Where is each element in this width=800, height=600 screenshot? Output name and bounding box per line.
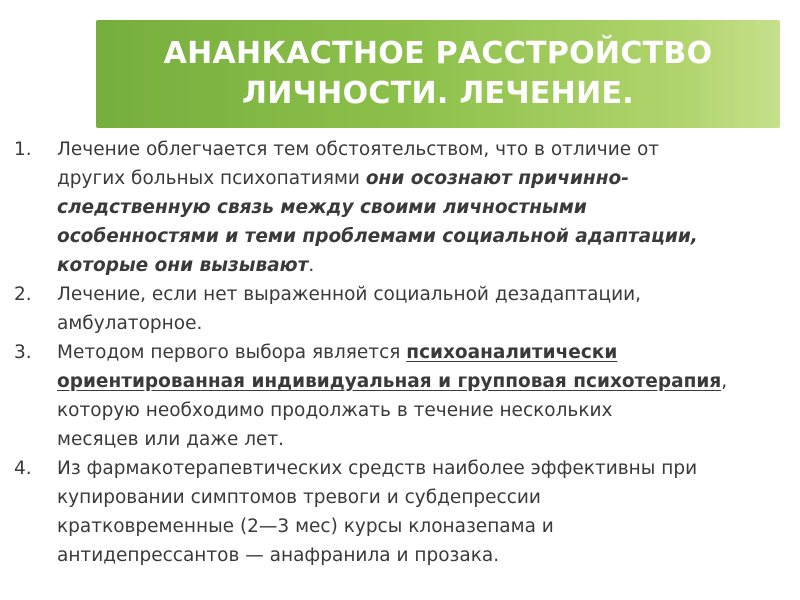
item-4-line-1: Из фармакотерапевтических средств наиболее эффективны при xyxy=(57,458,698,479)
slide-title xyxy=(96,20,780,128)
item-4-line-2: купировании симптомов тревоги и субдепрессии xyxy=(57,487,541,508)
item-3-line-3: которую необходимо продолжать в течение нескольких xyxy=(57,400,613,421)
item-3-line-1: Методом первого выбора является психоаналитически xyxy=(57,342,618,363)
list-number-4: 4. xyxy=(14,458,32,479)
list-item-4 xyxy=(0,454,800,570)
item-2-line-1: Лечение, если нет выраженной социальной дезадаптации, xyxy=(57,284,642,305)
item-1-line-1: Лечение облегчается тем обстоятельством, что в отличие от xyxy=(57,139,660,160)
list-item-3 xyxy=(0,338,800,454)
item-1-line-3: следственную связь между своими личностными xyxy=(57,197,587,218)
title-line-2: ЛИЧНОСТИ. ЛЕЧЕНИЕ. xyxy=(242,76,634,111)
item-3-line-2: ориентированная индивидуальная и групповая психотерапия, xyxy=(57,371,728,392)
item-1-line-4: особенностями и теми проблемами социальной адаптации, xyxy=(57,226,698,247)
item-4-line-3: кратковременные (2—3 мес) курсы клоназепама и xyxy=(57,516,554,537)
item-1-line-2: других больных психопатиями они осознают причинно- xyxy=(57,168,629,189)
item-1-line-5: которые они вызывают. xyxy=(57,255,315,276)
list-number-1: 1. xyxy=(14,139,32,160)
item-2-line-2: амбулаторное. xyxy=(57,313,203,334)
list-item-2 xyxy=(0,280,800,338)
item-4-line-4: антидепрессантов — анафранила и прозака. xyxy=(57,545,500,566)
item-3-line-4: месяцев или даже лет. xyxy=(57,429,285,450)
treatment-list xyxy=(0,135,800,570)
list-item-1 xyxy=(0,135,800,280)
title-line-1: АНАНКАСТНОЕ РАССТРОЙСТВО xyxy=(163,36,713,71)
list-number-2: 2. xyxy=(14,284,32,305)
list-number-3: 3. xyxy=(14,342,32,363)
